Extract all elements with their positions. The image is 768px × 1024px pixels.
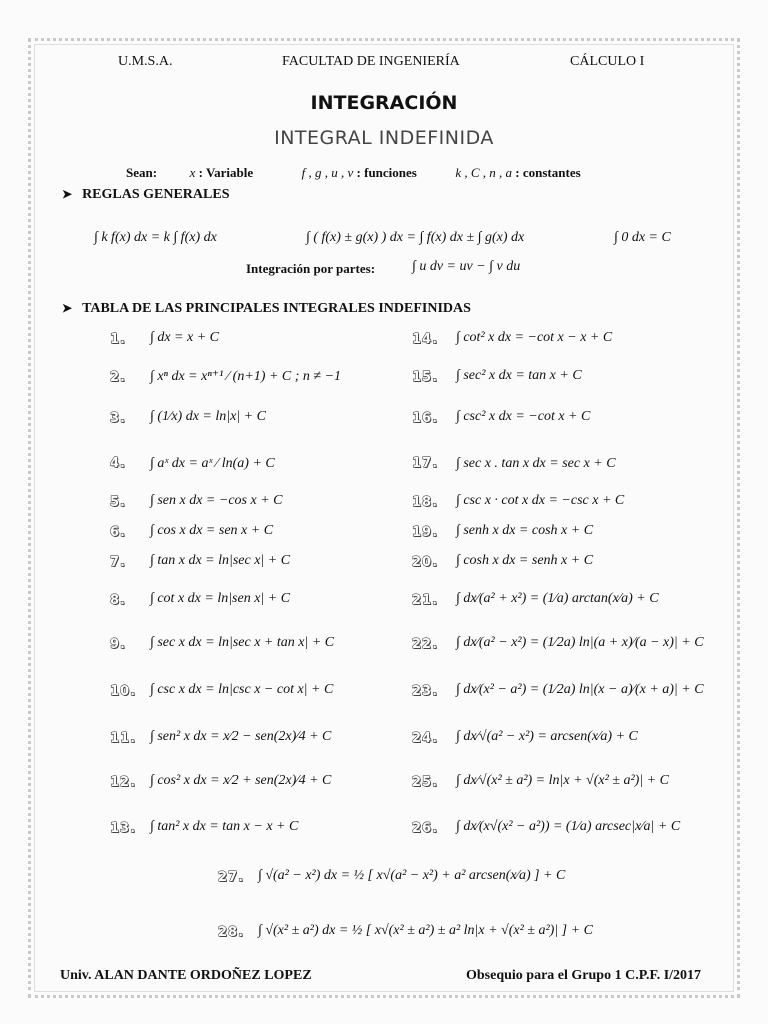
formula-number: 26. xyxy=(412,821,439,836)
formula: ∫ aˣ dx = aˣ ⁄ ln(a) + C xyxy=(150,456,275,471)
formula: ∫ cosh x dx = senh x + C xyxy=(456,553,594,568)
formula: ∫ sec x dx = ln|sec x + tan x| + C xyxy=(150,635,335,650)
formula-number: 9. xyxy=(110,637,126,652)
formula: ∫ dx⁄(x² − a²) = (1⁄2a) ln|(x − a)⁄(x + a)| + C xyxy=(456,682,704,697)
section-integral-table xyxy=(62,301,471,317)
formula: ∫ dx⁄(a² − x²) = (1⁄2a) ln|(a + x)⁄(a − x)| + C xyxy=(456,635,704,650)
formula: ∫ (1⁄x) dx = ln|x| + C xyxy=(150,409,266,424)
formula-number: 17. xyxy=(412,456,439,471)
formula: ∫ sen² x dx = x⁄2 − sen(2x)⁄4 + C xyxy=(150,729,332,744)
formula-number: 7. xyxy=(110,555,126,570)
formula: ∫ cos x dx = sen x + C xyxy=(150,523,274,538)
formula: ∫ dx⁄√(a² − x²) = arcsen(x⁄a) + C xyxy=(456,729,638,744)
header-left: U.M.S.A. xyxy=(118,54,173,69)
formula-number: 8. xyxy=(110,593,126,608)
formula: ∫ √(x² ± a²) dx = ½ [ x√(x² ± a²) ± a² ln|x + √(x² ± a²)| ] + C xyxy=(258,923,593,938)
arrow-bullet-icon: ➤ xyxy=(62,301,73,315)
rule-constant-multiple: ∫ k f(x) dx = k ∫ f(x) dx xyxy=(94,230,217,245)
formula-number: 13. xyxy=(110,821,137,836)
formula: ∫ csc² x dx = −cot x + C xyxy=(456,409,591,424)
parts-label: Integración por partes: xyxy=(246,261,376,276)
formula-number: 21. xyxy=(412,593,439,608)
formula-number: 11. xyxy=(110,731,137,746)
section-integral-table-label: TABLA DE LAS PRINCIPALES INTEGRALES INDEFINIDAS xyxy=(82,301,471,316)
formula-number: 16. xyxy=(412,411,439,426)
formula-number: 18. xyxy=(412,495,439,510)
rule-zero: ∫ 0 dx = C xyxy=(614,230,671,245)
formula: ∫ cot x dx = ln|sen x| + C xyxy=(150,591,291,606)
var-symbol: x xyxy=(189,165,196,180)
formula-number: 23. xyxy=(412,684,439,699)
formula: ∫ sec² x dx = tan x + C xyxy=(456,368,582,383)
formula: ∫ csc x dx = ln|csc x − cot x| + C xyxy=(150,682,334,697)
definitions-line xyxy=(126,165,581,181)
formula: ∫ dx⁄(a² + x²) = (1⁄a) arctan(x⁄a) + C xyxy=(456,591,659,606)
header-right: CÁLCULO I xyxy=(570,54,645,69)
page-subtitle: INTEGRAL INDEFINIDA xyxy=(274,127,494,149)
rule-sum: ∫ ( f(x) ± g(x) ) dx = ∫ f(x) dx ± ∫ g(x) dx xyxy=(306,230,525,245)
formula-number: 27. xyxy=(218,870,245,885)
formula-number: 2. xyxy=(110,370,126,385)
formula-number: 28. xyxy=(218,925,245,940)
page-title: INTEGRACIÓN xyxy=(310,92,458,114)
formula: ∫ dx⁄(x√(x² − a²)) = (1⁄a) arcsec|x⁄a| + C xyxy=(456,819,681,834)
formula: ∫ √(a² − x²) dx = ½ [ x√(a² − x²) + a² arcsen(x⁄a) ] + C xyxy=(258,868,566,883)
formula-number: 6. xyxy=(110,525,126,540)
formula: ∫ cot² x dx = −cot x − x + C xyxy=(456,330,613,345)
definitions-label: Sean: xyxy=(126,165,158,180)
formula: ∫ dx = x + C xyxy=(150,330,219,345)
formula-number: 14. xyxy=(412,332,439,347)
formula-number: 3. xyxy=(110,411,126,426)
formula: ∫ sen x dx = −cos x + C xyxy=(150,493,283,508)
formula: ∫ cos² x dx = x⁄2 + sen(2x)⁄4 + C xyxy=(150,773,332,788)
func-text: : funciones xyxy=(356,165,417,180)
header-center: FACULTAD DE INGENIERÍA xyxy=(282,54,460,69)
formula-number: 20. xyxy=(412,555,439,570)
formula: ∫ dx⁄√(x² ± a²) = ln|x + √(x² ± a²)| + C xyxy=(456,773,669,788)
formula-number: 15. xyxy=(412,370,439,385)
formula-number: 19. xyxy=(412,525,439,540)
formula: ∫ sec x . tan x dx = sec x + C xyxy=(456,456,616,471)
formula-number: 25. xyxy=(412,775,439,790)
formula: ∫ tan² x dx = tan x − x + C xyxy=(150,819,299,834)
footer-author: Univ. ALAN DANTE ORDOÑEZ LOPEZ xyxy=(60,968,312,983)
func-symbols: f , g , u , v xyxy=(301,165,354,180)
formula-number: 24. xyxy=(412,731,439,746)
formula-number: 12. xyxy=(110,775,137,790)
var-text: : Variable xyxy=(198,165,254,180)
footer-dedication: Obsequio para el Grupo 1 C.P.F. I/2017 xyxy=(466,968,702,983)
formula: ∫ senh x dx = cosh x + C xyxy=(456,523,594,538)
section-general-rules-label: REGLAS GENERALES xyxy=(82,187,230,202)
section-general-rules xyxy=(62,187,230,203)
formula-number: 5. xyxy=(110,495,126,510)
formula-number: 4. xyxy=(110,456,126,471)
formula-number: 22. xyxy=(412,637,439,652)
arrow-bullet-icon: ➤ xyxy=(62,187,73,201)
formula: ∫ tan x dx = ln|sec x| + C xyxy=(150,553,291,568)
formula-number: 1. xyxy=(110,332,126,347)
parts-formula: ∫ u dv = uv − ∫ v du xyxy=(412,259,521,274)
formula-number: 10. xyxy=(110,684,137,699)
formula: ∫ xⁿ dx = xⁿ⁺¹ ⁄ (n+1) + C ; n ≠ −1 xyxy=(150,369,342,384)
const-symbols: k , C , n , a xyxy=(455,165,513,180)
formula: ∫ csc x · cot x dx = −csc x + C xyxy=(456,493,625,508)
const-text: : constantes xyxy=(515,165,581,180)
